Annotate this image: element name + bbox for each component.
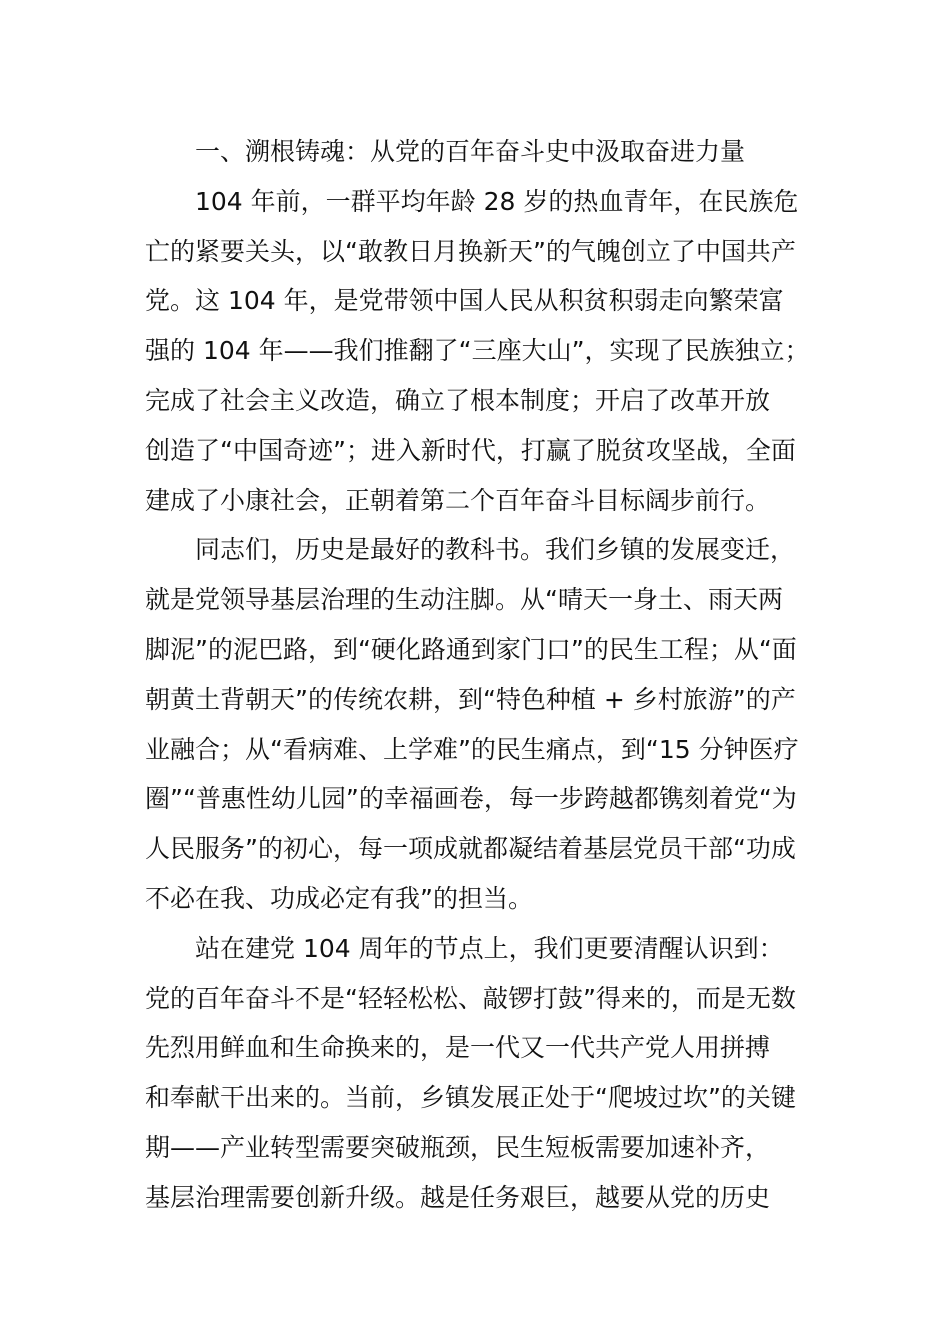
paragraph-line: 站在建党 104 周年的节点上，我们更要清醒认识到：	[195, 933, 784, 963]
document-body	[145, 127, 835, 1223]
section-heading: 一、溯根铸魂：从党的百年奋斗史中汲取奋进力量	[195, 137, 746, 166]
paragraph-line: 党。这 104 年，是党带领中国人民从积贫积弱走向繁荣富	[145, 286, 784, 316]
paragraph-line: 朝黄土背朝天”的传统农耕，到“特色种植 + 乡村旅游”的产	[145, 684, 796, 714]
paragraph-line: 同志们，历史是最好的教科书。我们乡镇的发展变迁，	[195, 535, 796, 565]
paragraph-line: 104 年前，一群平均年龄 28 岁的热血青年，在民族危	[195, 186, 799, 216]
paragraph-line: 就是党领导基层治理的生动注脚。从“晴天一身土、雨天两	[145, 585, 783, 615]
paragraph-line: 创造了“中国奇迹”；进入新时代，打赢了脱贫攻坚战，全面	[145, 435, 796, 465]
paragraph-line: 建成了小康社会，正朝着第二个百年奋斗目标阔步前行。	[145, 485, 771, 515]
paragraph-line: 期——产业转型需要突破瓶颈，民生短板需要加速补齐，	[145, 1132, 771, 1162]
paragraph-line: 脚泥”的泥巴路，到“硬化路通到家门口”的民生工程；从“面	[145, 634, 797, 664]
paragraph-3	[145, 924, 835, 1223]
paragraph-line: 和奉献干出来的。当前，乡镇发展正处于“爬坡过坎”的关键	[145, 1083, 796, 1113]
paragraph-line: 圈”“普惠性幼儿园”的幸福画卷，每一步跨越都镌刻着党“为	[145, 784, 797, 814]
paragraph-line: 强的 104 年——我们推翻了“三座大山”，实现了民族独立；	[145, 336, 810, 366]
paragraph-line: 党的百年奋斗不是“轻轻松松、敲锣打鼓”得来的，而是无数	[145, 983, 796, 1013]
paragraph-1	[145, 177, 835, 526]
paragraph-line: 基层治理需要创新升级。越是任务艰巨，越要从党的历史	[145, 1182, 771, 1212]
paragraph-line: 先烈用鲜血和生命换来的，是一代又一代共产党人用拼搏	[145, 1033, 771, 1063]
paragraph-line: 人民服务”的初心，每一项成就都凝结着基层党员干部“功成	[145, 834, 796, 864]
paragraph-line: 完成了社会主义改造，确立了根本制度；开启了改革开放	[145, 385, 771, 415]
paragraph-line: 不必在我、功成必定有我”的担当。	[145, 883, 533, 913]
paragraph-2	[145, 525, 835, 923]
paragraph-line: 亡的紧要关头，以“敢教日月换新天”的气魄创立了中国共产	[145, 236, 796, 266]
paragraph-line: 业融合；从“看病难、上学难”的民生痛点，到“15 分钟医疗	[145, 734, 799, 764]
